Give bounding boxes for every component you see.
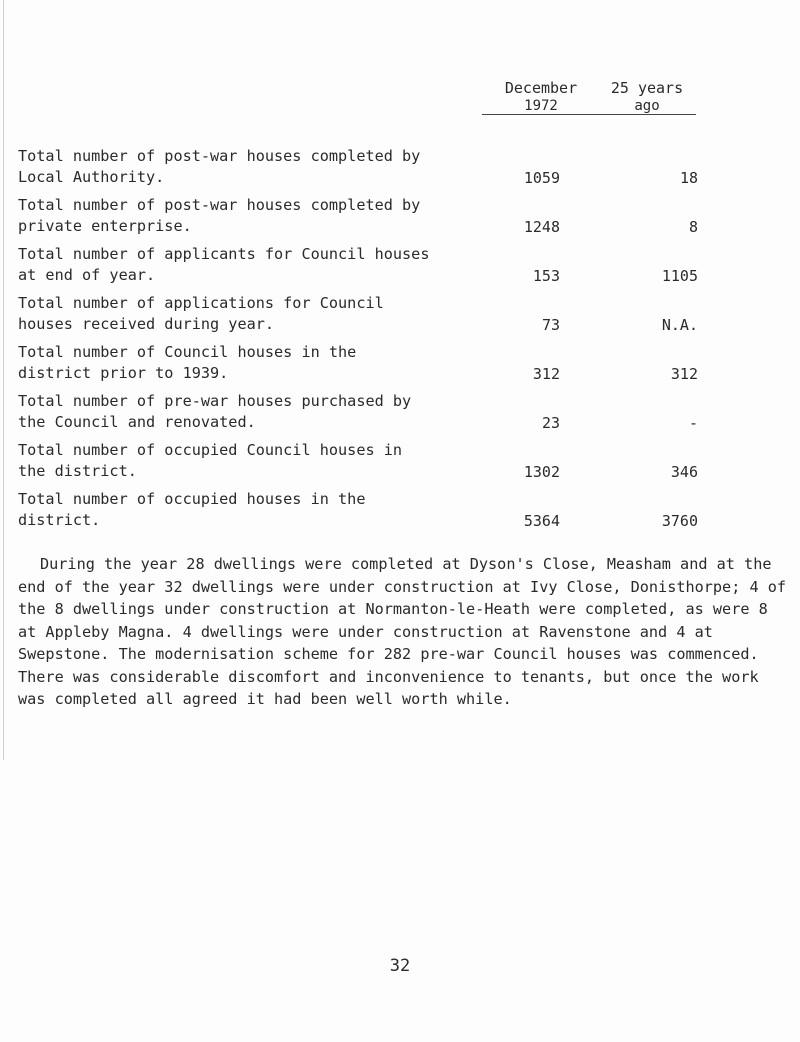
value-december-1972: 5364 — [523, 512, 560, 530]
value-december-1972: 23 — [541, 414, 560, 432]
row-label: Total number of applications for Council houses received during year. — [18, 294, 384, 333]
value-25-years-ago: 8 — [688, 218, 698, 236]
row-label: Total number of occupied houses in the district. — [18, 490, 366, 529]
row-label: Total number of post-war houses completed by private enterprise. — [18, 196, 421, 235]
column-header-line1: 25 years — [610, 79, 684, 97]
row-label: Total number of occupied Council houses in the district. — [18, 441, 403, 480]
value-december-1972: 1059 — [523, 169, 560, 187]
row-label: Total number of post-war houses completed by Local Authority. — [18, 147, 421, 186]
value-25-years-ago: 18 — [679, 169, 698, 187]
value-25-years-ago: N.A. — [661, 316, 698, 334]
table-row — [18, 146, 698, 192]
column-header-december-1972 — [482, 78, 600, 115]
value-december-1972: 73 — [541, 316, 560, 334]
table-row — [18, 293, 698, 339]
table-row — [18, 195, 698, 241]
column-header-line1: December — [504, 79, 578, 97]
page-edge-line — [3, 0, 4, 760]
column-header-line2: ago — [598, 98, 696, 115]
value-25-years-ago: 312 — [670, 365, 698, 383]
value-december-1972: 153 — [532, 267, 560, 285]
body-paragraph: During the year 28 dwellings were completed at Dyson's Close, Measham and at the end of the year 32 dwellings were under construction at Ivy Close, Donisthorpe; 4 of the 8 dwellings under construction at Normanton-le-Heath were completed, as were 8 at Appleby Magna. 4 dwellings were under construction at Ravenstone and 4 at Swepstone. The modernisation scheme for 282 pre-war Council houses was commenced. There was considerable discomfort and inconvenience to tenants, but once the work was completed all agreed it had been well worth while. — [18, 555, 787, 708]
table-row — [18, 244, 698, 290]
row-label: Total number of pre-war houses purchased by the Council and renovated. — [18, 392, 412, 431]
column-header-25-years-ago — [598, 78, 696, 115]
value-25-years-ago: 3760 — [661, 512, 698, 530]
column-header-line2: 1972 — [482, 98, 600, 115]
value-25-years-ago: 346 — [670, 463, 698, 481]
row-label: Total number of Council houses in the district prior to 1939. — [18, 343, 357, 382]
value-december-1972: 1302 — [523, 463, 560, 481]
table-row — [18, 440, 698, 486]
value-december-1972: 312 — [532, 365, 560, 383]
value-25-years-ago: - — [688, 414, 698, 432]
page-number: 32 — [389, 956, 411, 976]
table-row — [18, 342, 698, 388]
row-label: Total number of applicants for Council houses at end of year. — [18, 245, 430, 284]
value-december-1972: 1248 — [523, 218, 560, 236]
table-row — [18, 489, 698, 535]
value-25-years-ago: 1105 — [661, 267, 698, 285]
table-row — [18, 391, 698, 437]
